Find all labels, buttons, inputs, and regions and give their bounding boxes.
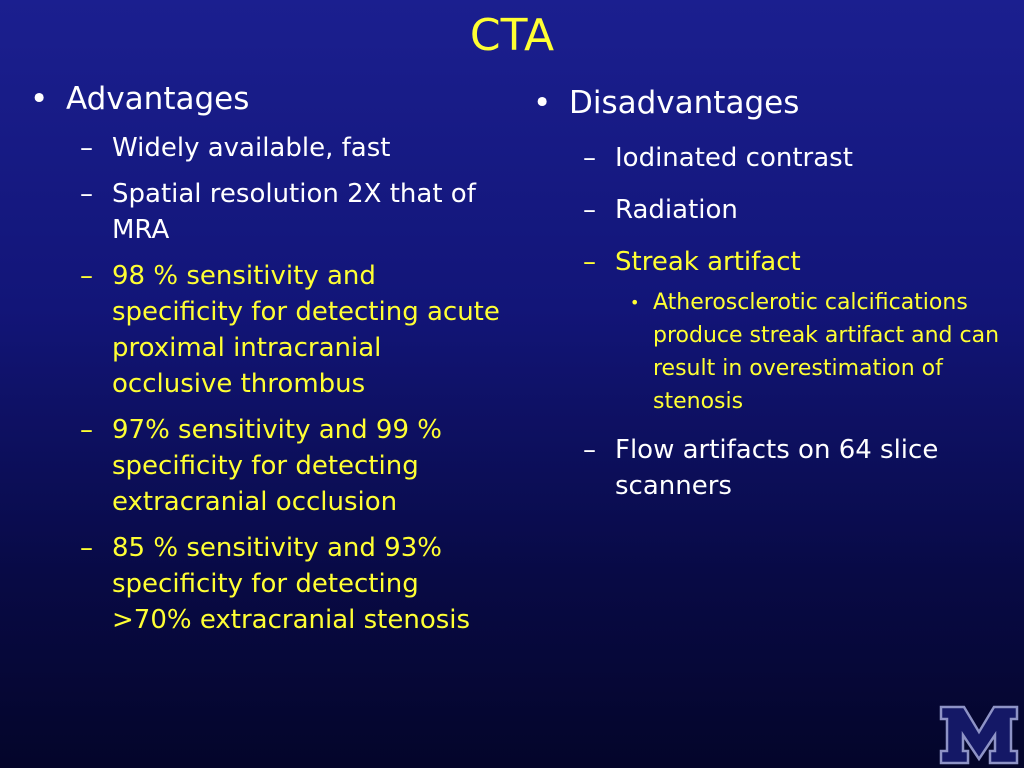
disadvantage-item <box>533 140 1003 176</box>
streak-artifact-detail <box>533 286 1003 418</box>
dash-icon: – <box>583 247 596 277</box>
dash-icon: – <box>583 143 596 173</box>
slide-title: CTA <box>469 10 555 61</box>
advantage-item-text: 98 % sensitivity and specificity for detecting acute proximal intracranial occlusive thrombus <box>112 261 500 399</box>
advantage-item-text: 97% sensitivity and 99 % specificity for detecting extracranial occlusion <box>112 415 442 517</box>
disadvantages-heading-label: Disadvantages <box>569 85 800 121</box>
block-m-logo-icon <box>938 704 1020 766</box>
advantage-item <box>30 176 500 248</box>
disadvantage-item-text: Iodinated contrast <box>615 143 853 173</box>
disadvantage-item-text: Flow artifacts on 64 slice scanners <box>615 435 939 501</box>
advantage-item-text: Spatial resolution 2X that of MRA <box>112 179 476 245</box>
bullet-icon: • <box>533 85 552 121</box>
disadvantage-item-text: Radiation <box>615 195 738 225</box>
disadvantages-heading <box>533 84 1003 122</box>
dash-icon: – <box>583 195 596 225</box>
disadvantage-item <box>533 432 1003 504</box>
dash-icon: – <box>583 435 596 465</box>
bullet-icon: • <box>630 293 640 312</box>
dash-icon: – <box>80 133 93 163</box>
dash-icon: – <box>80 179 93 209</box>
advantage-item <box>30 130 500 166</box>
disadvantage-item <box>533 192 1003 228</box>
advantage-item <box>30 258 500 402</box>
dash-icon: – <box>80 261 93 291</box>
advantages-column <box>30 80 500 638</box>
bullet-icon: • <box>30 81 49 117</box>
dash-icon: – <box>80 533 93 563</box>
disadvantage-item <box>533 244 1003 280</box>
advantages-heading <box>30 80 500 118</box>
advantage-item-text: 85 % sensitivity and 93% specificity for detecting >70% extracranial stenosis <box>112 533 471 635</box>
streak-artifact-detail-text: Atherosclerotic calcifications produce streak artifact and can result in overestimation of stenosis <box>653 290 1000 414</box>
dash-icon: – <box>80 415 93 445</box>
disadvantages-column <box>533 84 1003 504</box>
advantage-item-text: Widely available, fast <box>112 133 391 163</box>
advantages-heading-label: Advantages <box>66 81 250 117</box>
advantage-item <box>30 530 500 638</box>
disadvantage-item-text: Streak artifact <box>615 247 801 277</box>
advantage-item <box>30 412 500 520</box>
